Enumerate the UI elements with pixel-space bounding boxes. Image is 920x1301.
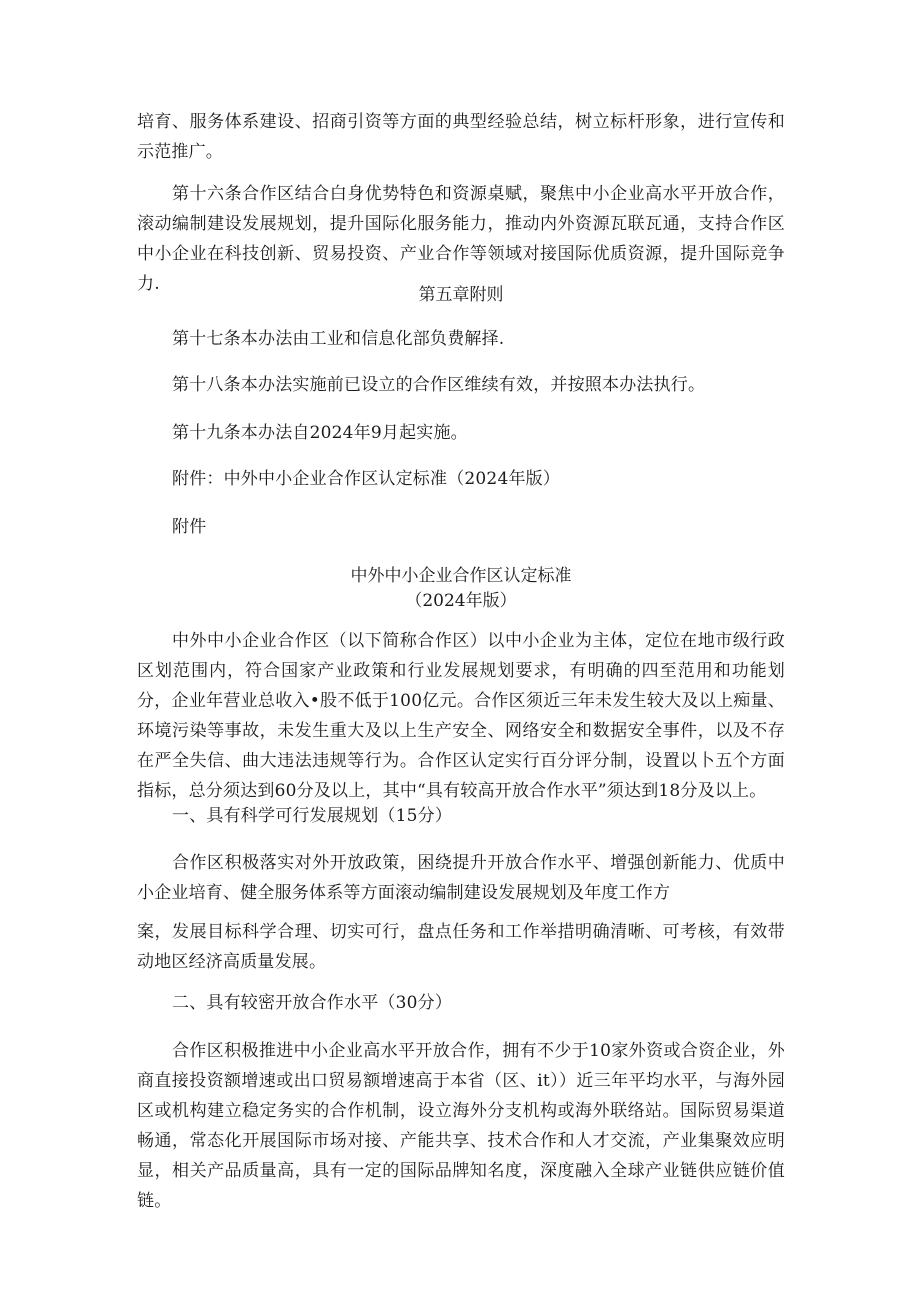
article-17: 第十七条本办法由工业和信息化部负费解择. — [172, 329, 505, 349]
section-1-body-b: 案，发展目标科学合理、切实可行，盘点任务和工作举措明确清晰、可考核，有效带动地区经济高质量发展。 — [137, 922, 785, 972]
section-1-body-a: 合作区积极落实对外开放政策，困绕提升开放合作水平、增强创新能力、优质中小企业培育、健全服务体系等方面滚动编制建设发展规划及年度工作方 — [137, 853, 785, 903]
chapter-heading: 第五章附则 — [418, 285, 504, 305]
section-1-heading: 一、具有科学可行发展规划（15分） — [172, 806, 453, 826]
article-16: 第十六条合作区结合白身优势特色和资源桌赋，聚焦中小企业高水平开放合作，滚动编制建设发展规划，提升国际化服务能力，推动内外资源瓦联瓦通，支持合作区中小企业在科技创新、贸易投资、产业合作等领域对接国际优质资源，提升国际竞争力. — [137, 184, 785, 294]
paragraph-continued: 培育、服务体系建设、招商引资等方面的典型经验总结，树立标杆形象，进行宣传和示范推广。 — [137, 112, 785, 162]
standard-edition: （2024年版） — [405, 591, 517, 611]
attachment-label: 附件 — [172, 517, 207, 537]
standard-title: 中外中小企业合作区认定标准 — [350, 566, 572, 586]
section-2-body: 合作区积极推进中小企业高水平开放合作，拥有不少于10家外资或合资企业，外商直接投资额增速或出口贸易额增速高于本省（区、it））近三年平均水平，与海外园区或机构建立稳定务实的合作机制，设立海外分支机构或海外联络站。国际贸易渠道畅通，常态化开展国际市场对接、产能共享、技术合作和人才交流，产业集聚效应明显，相关产品质量高，具有一定的国际品牌知名度，深度融入全球产业链供应链价值链。 — [137, 1041, 785, 1211]
attachment-line: 附件：中外中小企业合作区认定标准（2024年版） — [172, 469, 561, 489]
article-18: 第十八条本办法实施前已设立的合作区维续有效，并按照本办法执行。 — [172, 375, 706, 395]
standard-intro: 中外中小企业合作区（以下简称合作区）以中小企业为主体，定位在地市级行政区划范围内，符合国家产业政策和行业发展规划要求，有明确的四至范用和功能划分，企业年营业总收入•股不低于100亿元。合作区须近三年未发生较大及以上痴量、环境污染等事故，未发生重大及以上生产安全、网络安全和数据安全事件，以及不存在严全失信、曲大违法违规等行为。合作区认定实行百分评分制，设置以卜五个方面指标，总分须达到60分及以上，其中“具有较高开放合作水平”须达到18分及以上。 — [137, 631, 785, 801]
article-19: 第十九条本办法自2024年9月起实施。 — [172, 423, 468, 443]
section-2-heading: 二、具有较密开放合作水平（30分） — [172, 993, 453, 1013]
